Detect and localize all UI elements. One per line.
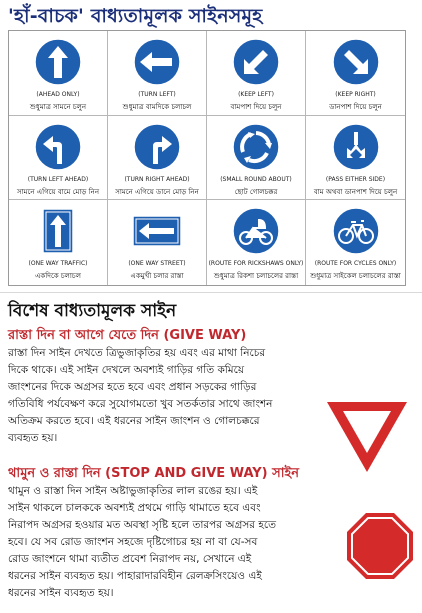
- special-signs-heading: বিশেষ বাধ্যতামূলক সাইন: [8, 301, 177, 321]
- sign-cell-cycle-route: [306, 200, 405, 285]
- one-way-street-icon: [132, 206, 182, 256]
- sign-caption: (KEEP LEFT): [238, 91, 274, 98]
- sign-bengali-label: শুধুমাত্র সাইকেল চলাচলের রাস্তা: [310, 272, 401, 281]
- sign-bengali-label: বামপাশ দিয়ে চলুন: [230, 103, 282, 111]
- sign-cell-ahead-only: [9, 31, 108, 116]
- sign-cell-small-roundabout: [207, 116, 306, 201]
- paragraph-line: ধরনের সাইন ব্যবহৃত হয়। পাহারাদারবিহীন রেলক্রসিংয়েও এই: [8, 570, 262, 582]
- sign-bengali-label: ছোট গোলচক্কর: [234, 187, 278, 196]
- sign-cell-keep-left: [207, 31, 306, 116]
- sign-caption: (AHEAD ONLY): [36, 91, 80, 98]
- paragraph-line: থামুন ও রাস্তা দিন সাইন অষ্টাভুজাকৃতির লাল রঙের হয়। এই: [8, 485, 258, 497]
- arrow-up-icon: [33, 37, 83, 87]
- sign-cell-turn-right-ahead: [108, 116, 207, 201]
- sign-cell-one-way-traffic: [9, 200, 108, 285]
- sign-caption: (KEEP RIGHT): [335, 91, 376, 98]
- sign-bengali-label: শুধুমাত্র বামদিকে চলাচল: [122, 103, 192, 111]
- arrow-left-icon: [132, 37, 182, 87]
- section-divider: [0, 292, 422, 293]
- sign-cell-turn-left: [108, 31, 207, 116]
- turn-left-ahead-icon: [33, 122, 83, 172]
- sign-bengali-label: সামনে এগিয়ে বামে মোড় নিন: [16, 187, 100, 196]
- paragraph-line: দিকে থাকে। এই সাইন দেখলে অবশ্যই গাড়ির গতি কমিয়ে: [8, 364, 245, 376]
- bicycle-icon: [331, 206, 381, 256]
- sign-cell-keep-right: [306, 31, 405, 116]
- sign-bengali-label: বাম অথবা ডানপাশ দিয়ে চলুন: [313, 187, 398, 196]
- paragraph-line: জাংশনের দিকে অগ্রসর হতে হবে এবং প্রধান সড়কের গাড়ির: [8, 381, 257, 393]
- keep-left-icon: [231, 37, 281, 87]
- sign-caption: (TURN RIGHT AHEAD): [124, 175, 190, 183]
- roundabout-icon: [231, 122, 281, 172]
- paragraph-line: হবে। যে সব রোড জাংশন সহজে দৃষ্টিগোচর হয় না বা যে-সব: [8, 536, 258, 548]
- sign-bengali-label: একদিকে চলাচল: [35, 272, 81, 281]
- paragraph-line: সাইন থাকলে চালককে অবশ্যই প্রথমে গাড়ি থামাতে হবে এবং: [8, 502, 261, 514]
- paragraph-line: রাস্তা দিন সাইন দেখতে ত্রিভুজাকৃতির হয় এবং এর মাথা নিচের: [8, 347, 266, 359]
- turn-right-ahead-icon: [132, 122, 182, 172]
- give-way-sign-icon: [324, 398, 410, 476]
- paragraph-line: অতিক্রম করতে হবে। এই ধরনের সাইন জাংশন ও গোলচক্করে: [8, 415, 260, 427]
- keep-right-icon: [331, 37, 381, 87]
- sign-caption: (ROUTE FOR RICKSHAWS ONLY): [208, 260, 304, 268]
- stop-sign-icon: [346, 512, 414, 580]
- sign-cell-one-way-street: [108, 200, 207, 285]
- sign-caption: (ONE WAY STREET): [128, 260, 186, 268]
- sign-cell-pass-either-side: [306, 116, 405, 201]
- signs-grid: [8, 30, 406, 286]
- sign-cell-turn-left-ahead: [9, 116, 108, 201]
- sign-caption: (ROUTE FOR CYCLES ONLY): [314, 260, 397, 268]
- sign-caption: (TURN LEFT): [138, 91, 176, 98]
- sign-bengali-label: একমুখী চলার রাস্তা: [130, 272, 184, 281]
- rickshaw-icon: [231, 206, 281, 256]
- sign-bengali-label: শুধুমাত্র রিকশা চলাচলের রাস্তা: [213, 272, 299, 281]
- give-way-heading: রাস্তা দিন বা আগে যেতে দিন (GIVE WAY): [8, 328, 247, 343]
- paragraph-line: ব্যবহৃত হয়।: [8, 432, 58, 444]
- sign-bengali-label: সামনে এগিয়ে ডানে মোড় নিন: [115, 187, 199, 196]
- sign-bengali-label: ডানপাশ দিয়ে চলুন: [329, 103, 382, 111]
- paragraph-line: ধরনের সাইন ব্যবহৃত হয়।: [8, 587, 114, 599]
- paragraph-line: নিরাপদ অগ্রসর হওয়ার মত অবস্থা সৃষ্টি হলে তারপর অগ্রসর হতে: [8, 519, 277, 531]
- pass-either-side-icon: [331, 122, 381, 172]
- paragraph-line: রোড জাংশনে থামা ব্যতীত প্রবেশ নিরাপদ নয়, সেখানে এই: [8, 553, 252, 565]
- one-way-traffic-icon: [33, 206, 83, 256]
- sign-cell-rickshaw-route: [207, 200, 306, 285]
- sign-caption: (ONE WAY TRAFFIC): [28, 260, 88, 268]
- stop-give-way-heading: থামুন ও রাস্তা দিন (STOP AND GIVE WAY) সাইন: [8, 466, 300, 481]
- sign-caption: (SMALL ROUND ABOUT): [220, 175, 292, 183]
- stop-give-way-paragraph: [8, 483, 343, 602]
- sign-bengali-label: শুধুমাত্র সামনে চলুন: [29, 103, 87, 111]
- sign-caption: (PASS EITHER SIDE): [325, 175, 386, 183]
- sign-caption: (TURN LEFT AHEAD): [27, 175, 89, 183]
- paragraph-line: গতিবিধি পর্যবেক্ষণ করে সুযোগমতো খুব সতর্কতার সাথে জাংশন: [8, 398, 273, 410]
- page-title: 'হাঁ-বাচক' বাধ্যতামূলক সাইনসমূহ: [8, 5, 263, 27]
